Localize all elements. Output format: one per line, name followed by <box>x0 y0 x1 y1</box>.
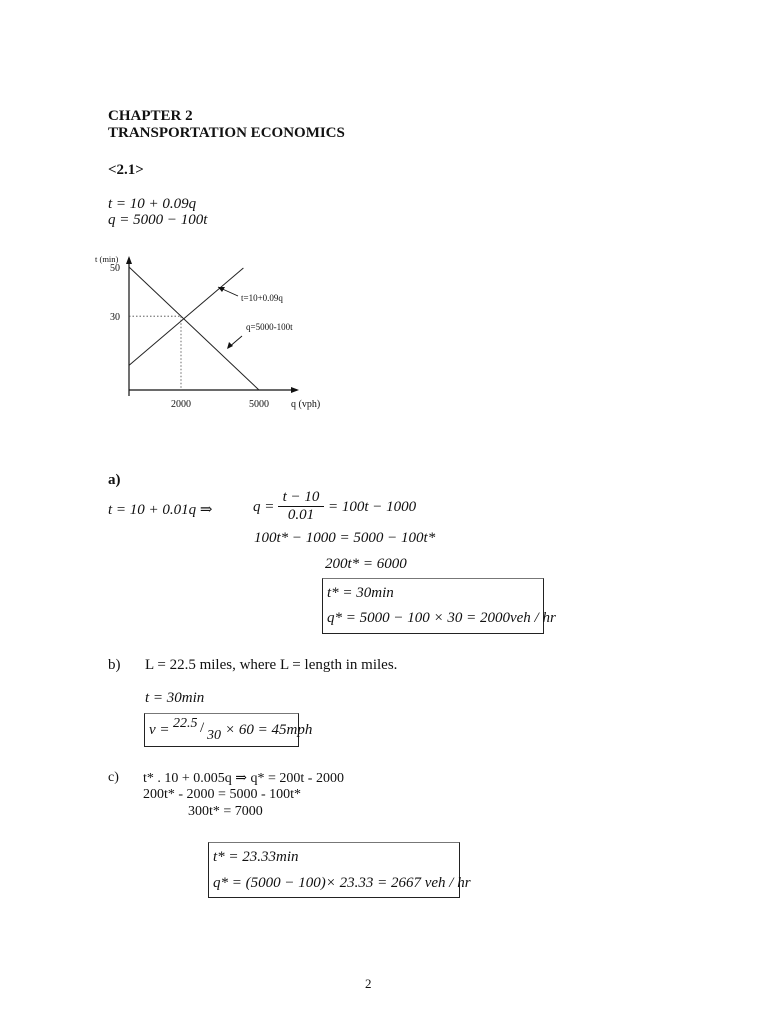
x-tick-label: 5000 <box>249 399 269 410</box>
x-axis-label: q (vph) <box>291 399 321 410</box>
part-a-result-box <box>322 578 556 634</box>
supply-demand-chart <box>85 250 345 420</box>
part-b-slash: / <box>200 720 205 736</box>
x-axis-arrow <box>291 387 299 393</box>
part-a-fraction-numerator: t − 10 <box>278 489 324 507</box>
part-c-line-3: 300t* = 7000 <box>188 804 263 819</box>
part-b-label: b) <box>108 657 121 673</box>
y-tick-label: 30 <box>110 312 120 324</box>
y-axis-label: t (min) <box>95 254 119 264</box>
part-a-lhs: t = 10 + 0.01q ⇒ <box>108 502 213 518</box>
part-b-text: L = 22.5 miles, where L = length in miles. <box>145 657 398 673</box>
series-label-1: t=10+0.09q <box>241 293 283 303</box>
y-tick-label: 50 <box>110 263 120 274</box>
part-a-result-q: q* = 5000 − 100 × 30 = 2000veh / hr <box>327 610 556 626</box>
series-line-2 <box>129 267 259 390</box>
part-a-line-3: 200t* = 6000 <box>325 556 407 572</box>
part-c-label: c) <box>108 770 119 785</box>
part-c-result-t: t* = 23.33min <box>213 849 299 865</box>
part-c-result-box <box>208 842 471 898</box>
part-c-line-1: t* . 10 + 0.005q ⇒ q* = 200t - 2000 <box>143 771 344 786</box>
part-c-line-2: 200t* - 2000 = 5000 - 100t* <box>143 787 301 802</box>
part-a-fraction-denominator: 0.01 <box>287 507 315 523</box>
part-a-fraction <box>278 489 324 524</box>
problem-label: <2.1> <box>108 162 144 178</box>
page-number: 2 <box>365 976 372 991</box>
y-axis-arrow <box>126 256 132 264</box>
part-b-v-prefix: v = <box>149 722 170 738</box>
series-label-2: q=5000-100t <box>246 322 293 332</box>
given-equation-2: q = 5000 − 100t <box>108 212 208 228</box>
part-a-result-t: t* = 30min <box>327 585 394 601</box>
part-c-result-q: q* = (5000 − 100)× 23.33 = 2667 veh / hr <box>213 875 471 891</box>
part-a-q-suffix: = 100t − 1000 <box>328 499 417 515</box>
given-equation-1: t = 10 + 0.09q <box>108 196 197 212</box>
part-b-result-box <box>144 713 313 747</box>
part-a-label: a) <box>108 472 121 488</box>
x-tick-label: 2000 <box>171 399 191 410</box>
part-a-line-2: 100t* − 1000 = 5000 − 100t* <box>254 530 436 546</box>
chapter-number: CHAPTER 2 <box>108 108 193 124</box>
part-b-v-suffix: × 60 = 45mph <box>225 722 313 738</box>
part-a-q-prefix: q = <box>253 499 275 515</box>
part-b-time: t = 30min <box>145 690 205 706</box>
chapter-title: TRANSPORTATION ECONOMICS <box>108 125 345 141</box>
part-b-v-numerator: 22.5 <box>173 716 198 731</box>
part-b-v-denominator: 30 <box>207 728 221 743</box>
series-pointer-arrow-2 <box>227 342 233 349</box>
